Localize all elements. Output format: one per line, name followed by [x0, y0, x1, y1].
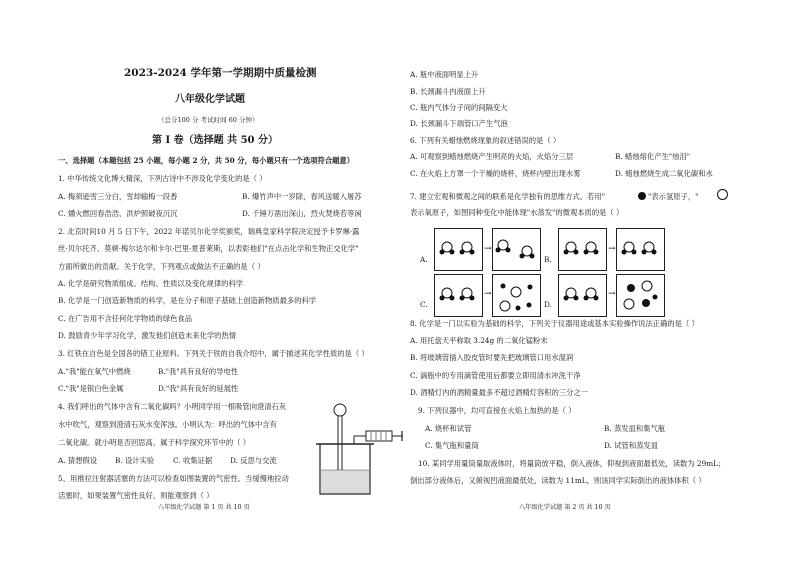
- q6-option-a: A. 可观察到蜡烛燃烧产生明亮的火焰，火焰分三层: [410, 152, 574, 161]
- q1-option-b: B. 爆竹声中一岁除，春风送暖入屠苏: [242, 192, 362, 201]
- q7-box-d-before: [558, 274, 607, 317]
- q3-option-a: A."我"能在氧气中燃烧: [58, 367, 131, 376]
- q7-box-c-after: [492, 274, 541, 317]
- q5-option-a: A. 瓶中液面明显上升: [410, 70, 479, 79]
- q8-option-c: C. 滴瓶中的专用滴管使用后都要立即用清水冲洗干净: [410, 371, 581, 380]
- q7-stem-line-2: 表示氧原子，如图同种变化中能体现"水蒸发"的微观本质的是（ ）: [410, 208, 624, 217]
- q8-option-b: B. 将玻璃管插入胶皮管时要先把玻璃管口用水湿润: [410, 353, 574, 362]
- q6-option-c: C. 在火焰上方罩一个干燥的烧杯，烧杯内壁出现水雾: [410, 169, 581, 178]
- hydrogen-atom-icon: [638, 192, 646, 200]
- q7-label-a: A.: [420, 255, 428, 264]
- q1-option-a: A. 梅须逊雪三分白，雪却输梅一段香: [58, 192, 178, 201]
- section-title: 第 I 卷（选择题 共 50 分）: [152, 135, 279, 146]
- q9-option-a: A. 烧杯和试管: [425, 424, 472, 433]
- q4-option-d: D. 反思与交流: [230, 456, 277, 465]
- q1-option-c: C. 爝火燃回春浩浩，洪炉照破夜沉沉: [58, 209, 178, 218]
- arrow-icon: →: [608, 289, 616, 299]
- q2-stem-line-3: 方面所做出的贡献。关于化学，下列观点或做法不正确的是（ ）: [58, 262, 265, 271]
- q7-label-d: D.: [544, 300, 552, 309]
- q7-stem-part-1: 7. 建立宏观和微观之间的联系是化学独有的思维方式。若用": [410, 192, 606, 201]
- right-page-footer: 八年级化学试题 第 2 页 共 10 页: [519, 504, 611, 511]
- q4-option-b: B. 设计实验: [115, 456, 155, 465]
- arrow-icon: →: [484, 244, 492, 254]
- q4-stem-line-1: 4. 我们呼出的气体中含有二氧化碳吗？小明同学用一根吸管向澄清石灰: [58, 402, 287, 411]
- water-molecules-icon: [435, 229, 482, 270]
- water-molecules-icon: [559, 275, 606, 316]
- section-instructions: 一、选择题（本题包括 25 小题，每小题 2 分，共 50 分，每小题只有一个选项符合题意）: [58, 156, 355, 165]
- q6-option-d: D. 蜡烛燃烧生成二氧化碳和水: [615, 169, 713, 178]
- q2-stem-line-2: 丝·贝尔托齐、莫顿·梅尔达尔和卡尔·巴里·夏普莱斯，以表彰他们"在点击化学和生物正交化学": [58, 244, 359, 253]
- q5-option-d: D. 长颈漏斗下端管口产生气泡: [410, 119, 508, 128]
- q1-option-d: D. 千锤万凿出深山，烈火焚烧若等闲: [242, 209, 362, 218]
- q7-label-b: B.: [544, 255, 552, 264]
- q7-box-d-after: [616, 274, 665, 317]
- water-molecules-icon: [617, 229, 664, 270]
- q9-option-d: D. 试管和蒸发皿: [604, 441, 659, 450]
- q5-stem-line-2: 活塞时，如果装置气密性良好，则能观察到（ ）: [58, 491, 214, 500]
- q3-stem: 3. 红铁在自色是全国各的错工业原料。下列关于铁的自我介绍中，属于描述其化学性质的是（ ）: [58, 349, 369, 358]
- q2-option-d: D. 鼓励青少年学习化学，激发他们创造未来化学的热情: [58, 331, 237, 340]
- exam-title: 2023-2024 学年第一学期期中质量检测: [124, 67, 317, 79]
- q10-stem-line-1: 10. 某同学用量筒量取液体时，将量筒放平稳，倒入液体，仰视到液面最低处，读数为 29mL；: [418, 459, 726, 468]
- molecules-icon: [617, 275, 664, 316]
- q10-stem-line-2: 倒出部分液体后，又俯视凹液面最低处，读数为 11mL，则该同学实际倒出的液体体积（ ）: [410, 476, 706, 485]
- q2-option-c: C. 在广告用不含任何化学物质的绿色食品: [58, 314, 193, 323]
- arrow-icon: →: [484, 289, 492, 299]
- q2-stem-line-1: 2. 北京时间10 月 5 日下午，2022 年诺贝尔化学奖颁奖，瑞典皇家科学院决定授予卡罗琳·露: [58, 227, 360, 236]
- q8-option-a: A. 用托盘天平称取 3.24g 的二氧化锰粉末: [410, 336, 548, 345]
- q3-option-b: B."我"具有良好的导电性: [158, 367, 239, 376]
- q8-stem: 8. 化学是一门以实验为基础的科学，下列关于仪器用途或基本实验操作说法正确的是（ ）: [410, 319, 699, 328]
- q7-box-b-after: [616, 228, 665, 271]
- oxygen-atom-icon: [717, 189, 728, 200]
- q2-option-a: A. 化学是研究物质组成、结构、性质以及变化规律的科学: [58, 279, 244, 288]
- water-molecules-icon: [559, 229, 606, 270]
- q9-stem: 9. 下列仪器中，均可直接在火焰上加热的是（ ）: [418, 406, 576, 415]
- q5-option-b: B. 长颈漏斗内液面上升: [410, 87, 486, 96]
- subject-title: 八年级化学试题: [175, 94, 245, 105]
- arrow-icon: →: [608, 244, 616, 254]
- q5-stem-line-1: 5、用推拉注射器活塞的方法可以检查如图装置的气密性。当缓慢地拉动: [58, 474, 289, 483]
- water-molecules-icon: [493, 229, 540, 270]
- water-molecules-icon: [435, 275, 482, 316]
- q7-box-a-before: [434, 228, 483, 271]
- q6-stem: 6. 下列有关蜡烛燃烧现象的叙述错误的是（ ）: [410, 136, 561, 145]
- q1-stem: 1. 中华传统文化博大精深，下列古诗中不涉及化学变化的是（ ）: [58, 174, 267, 183]
- q3-option-c: C."我"是银白色金属: [58, 384, 124, 393]
- q3-option-d: D."我"具有良好的延展性: [158, 384, 239, 393]
- q5-option-c: C. 瓶内气体分子间的间隔变大: [410, 103, 508, 112]
- q6-option-b: B. 蜡烛熔化产生"烛泪": [615, 152, 691, 161]
- atoms-icon: [493, 275, 540, 316]
- q7-label-c: C.: [420, 300, 428, 309]
- q7-stem-part-2: "表示氢原子，": [648, 192, 699, 201]
- q9-option-b: B. 蒸发皿和集气瓶: [604, 424, 666, 433]
- q9-option-c: C. 集气瓶和量筒: [425, 441, 479, 450]
- q7-box-b-before: [558, 228, 607, 271]
- q7-box-a-after: [492, 228, 541, 271]
- q4-stem-line-3: 二氧化碳。就小明是否回思高，属于科学探究环节中的（ ）: [58, 438, 251, 447]
- q4-option-c: C. 收集证据: [173, 456, 213, 465]
- left-page-footer: 八年级化学试题 第 1 页 共 10 页: [158, 504, 250, 511]
- q4-option-a: A. 猜想假设: [58, 456, 98, 465]
- q8-option-d: D. 酒精灯内的酒精量最多不超过酒精灯容积的三分之一: [410, 388, 589, 397]
- q7-box-c-before: [434, 274, 483, 317]
- q2-option-b: B. 化学是一门创造新物质的科学，是在分子和原子基础上创造新物质最多的科学: [58, 296, 317, 305]
- apparatus-diagram: [310, 402, 405, 502]
- exam-info: （总分100 分 考试时间 60 分钟）: [158, 116, 259, 124]
- q4-stem-line-2: 水中吹气，观察到澄清石灰水变浑浊。小明认为：呼出的气体中含有: [58, 420, 277, 429]
